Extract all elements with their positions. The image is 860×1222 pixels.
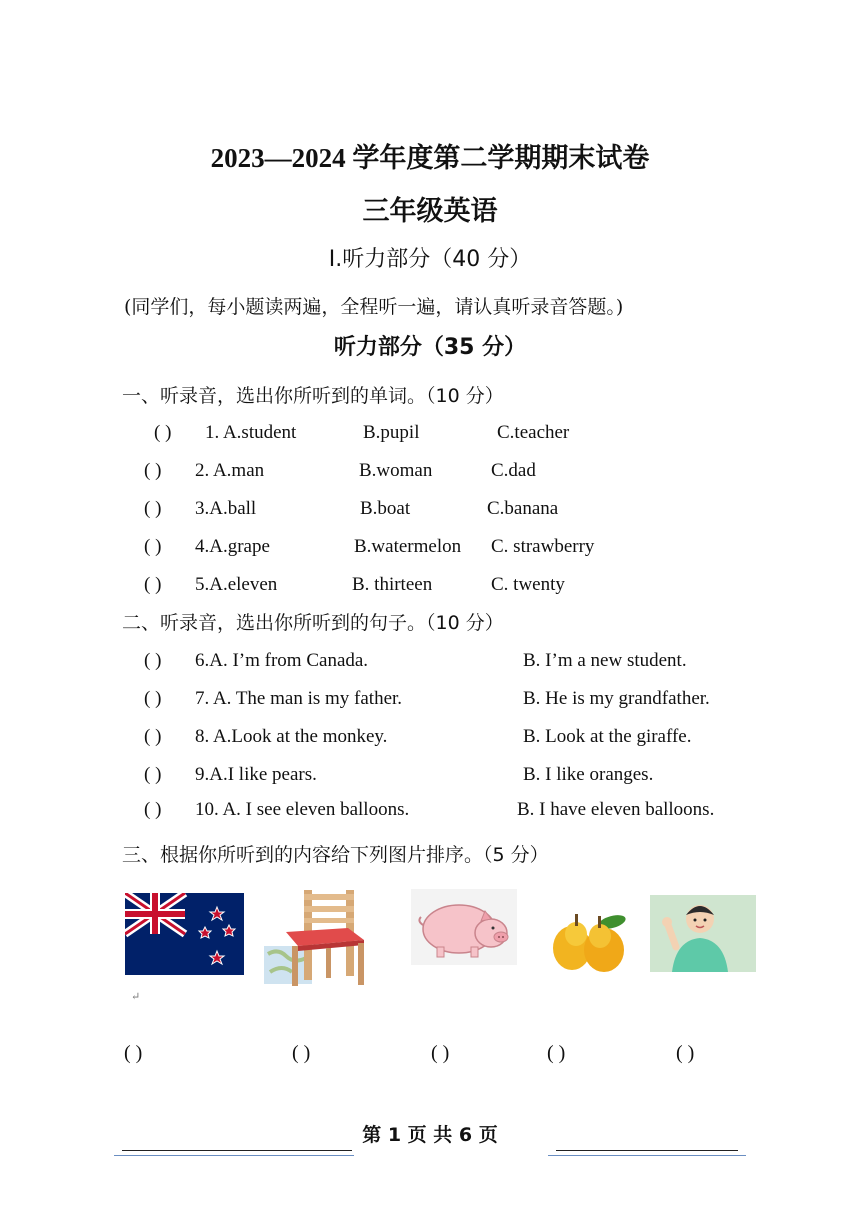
option-a: 9.A.I like pears. (195, 764, 317, 785)
option-b: B.pupil (363, 422, 420, 443)
option-a: 5.A.eleven (195, 574, 278, 595)
section-1-title: 一、听录音，选出你所听到的单词。（10 分） (122, 385, 504, 407)
answer-paren[interactable]: ( ) (144, 574, 162, 595)
option-a: 10. A. I see eleven balloons. (195, 799, 410, 820)
chair-image (264, 888, 374, 988)
option-b: B.woman (359, 460, 433, 481)
answer-paren[interactable]: ( ) (144, 460, 162, 481)
footer-rule-left (122, 1150, 352, 1151)
order-blank[interactable]: ( ) (431, 1042, 450, 1064)
answer-paren[interactable]: ( ) (144, 799, 162, 820)
option-b: B. He is my grandfather. (523, 688, 710, 709)
section-3-title: 三、根据你所听到的内容给下列图片排序。（5 分） (122, 844, 549, 866)
answer-paren[interactable]: ( ) (144, 764, 162, 785)
option-a: 3.A.ball (195, 498, 257, 519)
footer-rule-right-blue (548, 1155, 746, 1156)
order-blank[interactable]: ( ) (547, 1042, 566, 1064)
option-b: B. Look at the giraffe. (523, 726, 692, 747)
paragraph-return-mark: ↵ (131, 991, 141, 1003)
option-c: C.banana (487, 498, 559, 519)
option-c: C. twenty (491, 574, 565, 595)
answer-paren[interactable]: ( ) (144, 688, 162, 709)
footer-rule-left-blue (114, 1155, 354, 1156)
section-2-title: 二、听录音，选出你所听到的句子。（10 分） (122, 612, 504, 634)
boy-image (650, 895, 756, 972)
option-b: B. I’m a new student. (523, 650, 687, 671)
option-b: B. I have eleven balloons. (517, 799, 715, 820)
option-b: B.watermelon (354, 536, 462, 557)
option-c: C. strawberry (491, 536, 595, 557)
part-title: Ⅰ.听力部分（40 分） (328, 247, 532, 272)
answer-paren[interactable]: ( ) (144, 498, 162, 519)
option-a: 8. A.Look at the monkey. (195, 726, 388, 747)
option-b: B. thirteen (352, 574, 433, 595)
pears-image (548, 908, 642, 974)
option-a: 4.A.grape (195, 536, 270, 557)
pig-image (411, 889, 517, 965)
answer-paren[interactable]: ( ) (144, 536, 162, 557)
footer-rule-right (556, 1150, 738, 1151)
answer-paren[interactable]: ( ) (144, 726, 162, 747)
option-a: 7. A. The man is my father. (195, 688, 403, 709)
order-blank[interactable]: ( ) (124, 1042, 143, 1064)
option-a: 2. A.man (195, 460, 265, 481)
answer-paren[interactable]: ( ) (144, 650, 162, 671)
option-a: 1. A.student (205, 422, 297, 443)
answer-paren[interactable]: ( ) (154, 422, 172, 443)
instruction-note: (同学们，每小题读两遍，全程听一遍，请认真听录音答题。) (124, 296, 624, 318)
option-b: B. I like oranges. (523, 764, 654, 785)
order-blank[interactable]: ( ) (292, 1042, 311, 1064)
order-blank[interactable]: ( ) (676, 1042, 695, 1064)
option-c: C.teacher (497, 422, 570, 443)
part-title-2: 听力部分（35 分） (333, 335, 527, 360)
option-c: C.dad (491, 460, 536, 481)
option-a: 6.A. I’m from Canada. (195, 650, 369, 671)
page-number: 第 1 页 共 6 页 (362, 1124, 498, 1146)
exam-title: 2023—2024 学年度第二学期期末试卷 (210, 143, 650, 173)
exam-subtitle: 三年级英语 (362, 196, 498, 226)
new-zealand-flag-image (125, 893, 244, 975)
option-b: B.boat (360, 498, 411, 519)
